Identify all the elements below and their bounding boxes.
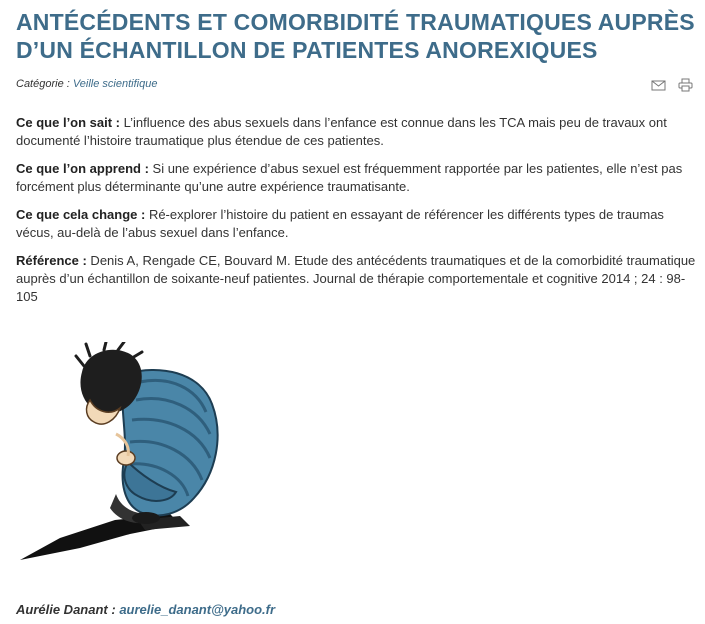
section-label: Ce que cela change : — [16, 207, 146, 222]
category-line — [16, 78, 157, 90]
section-known — [16, 114, 696, 150]
article-tools — [651, 78, 693, 92]
section-text: Denis A, Rengade CE, Bouvard M. Etude des antécédents traumatiques et de la comorbidité traumatique auprès d’un échantillon de soixante-neuf patientes. Journal de thérapie comportementale et cognitive 2014 ; 24 : 98-105 — [16, 253, 696, 304]
article-title: ANTÉCÉDENTS ET COMORBIDITÉ TRAUMATIQUES AUPRÈS D’UN ÉCHANTILLON DE PATIENTES ANOREXIQUES — [16, 9, 695, 63]
section-learned — [16, 160, 696, 196]
printer-icon[interactable] — [678, 78, 693, 92]
article-body — [16, 114, 696, 316]
author-email-link[interactable]: aurelie_danant@yahoo.fr — [119, 602, 276, 617]
section-label: Référence : — [16, 253, 87, 268]
crouching-person-illustration — [20, 342, 270, 562]
envelope-icon[interactable] — [651, 78, 666, 92]
category-link[interactable]: Veille scientifique — [72, 78, 158, 90]
author-name: Aurélie Danant : — [16, 602, 116, 617]
section-reference — [16, 252, 696, 306]
section-label: Ce que l’on sait : — [16, 115, 121, 130]
author-line — [16, 602, 275, 617]
section-text: Si une expérience d’abus sexuel est fréquemment rapportée par les patientes, elle n’est pas forcément plus déterminante qu’une autre expérience traumatisante. — [16, 161, 683, 194]
section-text: Ré-explorer l’histoire du patient en essayant de référencer les différents types de traumas vécus, au-delà de l’abus sexuel dans l’enfance. — [16, 207, 664, 240]
section-changes — [16, 206, 696, 242]
category-label: Catégorie : — [16, 78, 73, 90]
section-text: L’influence des abus sexuels dans l’enfance est connue dans les TCA mais peu de travaux ont documenté l’histoire traumatique plus étendue de ces patientes. — [16, 115, 667, 148]
section-label: Ce que l’on apprend : — [16, 161, 149, 176]
